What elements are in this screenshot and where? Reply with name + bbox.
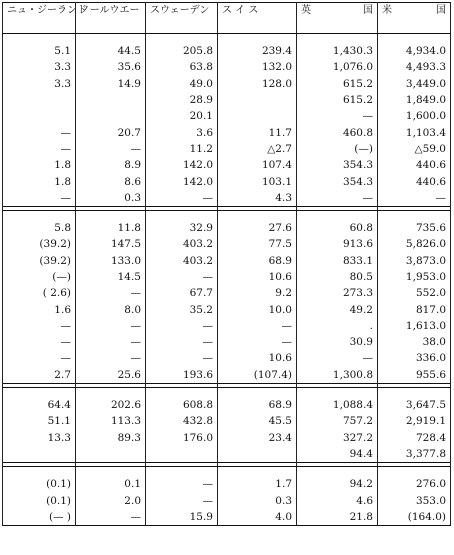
spacer-cell	[146, 467, 218, 477]
header-norway: ノールウエー	[76, 3, 146, 34]
cell-us: 5,826.0	[378, 236, 451, 252]
spacer-cell	[146, 34, 218, 44]
table-row	[3, 476, 451, 492]
cell-new-zealand: 2.7	[3, 367, 76, 384]
spacer-cell	[378, 467, 451, 477]
cell-switzerland: 10.6	[218, 269, 297, 285]
cell-new-zealand: 1.6	[3, 301, 76, 317]
spacer-cell	[3, 34, 76, 44]
cell-sweden: 205.8	[146, 43, 218, 59]
header-us	[378, 3, 451, 34]
cell-sweden: 3.6	[146, 124, 218, 140]
cell-sweden: —	[146, 269, 218, 285]
table-row	[3, 76, 451, 92]
cell-switzerland: 4.0	[218, 509, 297, 526]
cell-sweden: 15.9	[146, 509, 218, 526]
cell-new-zealand: 51.1	[3, 413, 76, 429]
cell-switzerland: 77.5	[218, 236, 297, 252]
spacer-cell	[297, 467, 378, 477]
cell-norway: 2.0	[76, 492, 146, 508]
table-row	[3, 397, 451, 413]
cell-uk: 615.2	[297, 92, 378, 108]
cell-us: 735.6	[378, 220, 451, 236]
cell-new-zealand: 64.4	[3, 397, 76, 413]
country-statistics-table	[2, 2, 451, 526]
cell-uk: 21.8	[297, 509, 378, 526]
cell-new-zealand: —	[3, 124, 76, 140]
cell-sweden	[146, 446, 218, 463]
cell-uk: 49.2	[297, 301, 378, 317]
cell-us: 353.0	[378, 492, 451, 508]
cell-uk: .	[297, 318, 378, 334]
cell-new-zealand	[3, 92, 76, 108]
cell-norway: —	[76, 509, 146, 526]
cell-norway: 35.6	[76, 59, 146, 75]
cell-switzerland: 23.4	[218, 430, 297, 446]
table-row	[3, 220, 451, 236]
cell-us: 440.6	[378, 157, 451, 173]
cell-switzerland: —	[218, 318, 297, 334]
cell-uk: 1,088.4	[297, 397, 378, 413]
section-spacer	[3, 387, 451, 397]
cell-norway: —	[76, 318, 146, 334]
cell-sweden: 403.2	[146, 253, 218, 269]
cell-us: 1,849.0	[378, 92, 451, 108]
cell-switzerland: 103.1	[218, 173, 297, 189]
cell-sweden: 403.2	[146, 236, 218, 252]
table-row	[3, 124, 451, 140]
cell-us: 1,103.4	[378, 124, 451, 140]
cell-norway: 44.5	[76, 43, 146, 59]
cell-uk: 4.6	[297, 492, 378, 508]
cell-us: 552.0	[378, 285, 451, 301]
cell-switzerland: 10.6	[218, 350, 297, 366]
cell-norway: 113.3	[76, 413, 146, 429]
cell-switzerland: 239.4	[218, 43, 297, 59]
cell-sweden: 35.2	[146, 301, 218, 317]
cell-us: 1,600.0	[378, 108, 451, 124]
spacer-cell	[378, 34, 451, 44]
header-us-left: 米	[382, 5, 392, 16]
header-uk-right: 国	[363, 5, 373, 16]
cell-new-zealand: (—)	[3, 269, 76, 285]
cell-norway: 14.9	[76, 76, 146, 92]
table-row	[3, 318, 451, 334]
spacer-cell	[378, 210, 451, 220]
table-row	[3, 285, 451, 301]
cell-uk: 833.1	[297, 253, 378, 269]
table-row	[3, 446, 451, 463]
cell-switzerland	[218, 446, 297, 463]
cell-uk: (—)	[297, 141, 378, 157]
cell-sweden: 142.0	[146, 157, 218, 173]
cell-sweden: 193.6	[146, 367, 218, 384]
cell-switzerland: 132.0	[218, 59, 297, 75]
cell-sweden: —	[146, 476, 218, 492]
spacer-cell	[146, 387, 218, 397]
section-spacer	[3, 34, 451, 44]
cell-norway: 0.3	[76, 190, 146, 207]
cell-switzerland	[218, 108, 297, 124]
cell-norway: 8.0	[76, 301, 146, 317]
cell-sweden: 432.8	[146, 413, 218, 429]
cell-new-zealand: ( 2.6)	[3, 285, 76, 301]
table-row	[3, 334, 451, 350]
cell-new-zealand: (39.2)	[3, 253, 76, 269]
cell-uk: 913.6	[297, 236, 378, 252]
cell-uk: 30.9	[297, 334, 378, 350]
cell-uk: 354.3	[297, 173, 378, 189]
cell-sweden: —	[146, 350, 218, 366]
cell-uk: 757.2	[297, 413, 378, 429]
cell-sweden: —	[146, 492, 218, 508]
spacer-cell	[76, 210, 146, 220]
header-uk	[297, 3, 378, 34]
cell-new-zealand: 5.1	[3, 43, 76, 59]
cell-us: 3,449.0	[378, 76, 451, 92]
cell-sweden: 32.9	[146, 220, 218, 236]
header-row	[3, 3, 451, 34]
cell-us: 4,493.3	[378, 59, 451, 75]
table-row	[3, 269, 451, 285]
cell-switzerland: 68.9	[218, 397, 297, 413]
cell-norway: 0.1	[76, 476, 146, 492]
cell-norway: 147.5	[76, 236, 146, 252]
cell-norway: —	[76, 285, 146, 301]
cell-new-zealand: 1.8	[3, 157, 76, 173]
table-row	[3, 350, 451, 366]
table-row	[3, 92, 451, 108]
cell-switzerland: 0.3	[218, 492, 297, 508]
cell-norway: —	[76, 141, 146, 157]
cell-switzerland: 4.3	[218, 190, 297, 207]
cell-uk: 354.3	[297, 157, 378, 173]
cell-norway	[76, 92, 146, 108]
spacer-cell	[76, 467, 146, 477]
cell-us: 3,377.8	[378, 446, 451, 463]
cell-sweden: 49.0	[146, 76, 218, 92]
cell-uk: 1,300.8	[297, 367, 378, 384]
table-row	[3, 190, 451, 207]
cell-us: △59.0	[378, 141, 451, 157]
cell-norway: 8.6	[76, 173, 146, 189]
cell-new-zealand: 13.3	[3, 430, 76, 446]
cell-uk: —	[297, 350, 378, 366]
cell-us: 1,953.0	[378, 269, 451, 285]
cell-switzerland: △2.7	[218, 141, 297, 157]
cell-switzerland: (107.4)	[218, 367, 297, 384]
cell-uk: 60.8	[297, 220, 378, 236]
cell-norway: 11.8	[76, 220, 146, 236]
table-row	[3, 173, 451, 189]
header-switzerland: ス イ ス	[218, 3, 297, 34]
cell-new-zealand	[3, 108, 76, 124]
cell-new-zealand	[3, 446, 76, 463]
table-row	[3, 367, 451, 384]
cell-uk: 80.5	[297, 269, 378, 285]
cell-switzerland	[218, 92, 297, 108]
cell-new-zealand: (0.1)	[3, 476, 76, 492]
cell-us: —	[378, 190, 451, 207]
spacer-cell	[297, 34, 378, 44]
cell-switzerland: 107.4	[218, 157, 297, 173]
spacer-cell	[146, 210, 218, 220]
table-row	[3, 509, 451, 526]
cell-uk: 94.2	[297, 476, 378, 492]
table-row	[3, 108, 451, 124]
cell-sweden: —	[146, 318, 218, 334]
cell-norway: 202.6	[76, 397, 146, 413]
cell-switzerland: 27.6	[218, 220, 297, 236]
table-body	[3, 34, 451, 526]
cell-norway	[76, 446, 146, 463]
cell-switzerland: 68.9	[218, 253, 297, 269]
table-row	[3, 59, 451, 75]
cell-switzerland: —	[218, 334, 297, 350]
cell-sweden: 176.0	[146, 430, 218, 446]
cell-new-zealand: (— )	[3, 509, 76, 526]
cell-norway	[76, 108, 146, 124]
cell-uk: 94.4	[297, 446, 378, 463]
cell-sweden: 608.8	[146, 397, 218, 413]
cell-sweden: 142.0	[146, 173, 218, 189]
cell-switzerland: 1.7	[218, 476, 297, 492]
cell-new-zealand: 3.3	[3, 76, 76, 92]
table-row	[3, 301, 451, 317]
cell-us: 336.0	[378, 350, 451, 366]
cell-new-zealand: —	[3, 190, 76, 207]
table-row	[3, 492, 451, 508]
spacer-cell	[3, 210, 76, 220]
cell-us: 2,919.1	[378, 413, 451, 429]
spacer-cell	[3, 467, 76, 477]
cell-switzerland: 10.0	[218, 301, 297, 317]
cell-switzerland: 45.5	[218, 413, 297, 429]
table-row	[3, 141, 451, 157]
cell-uk: —	[297, 108, 378, 124]
cell-us: 728.4	[378, 430, 451, 446]
cell-switzerland: 9.2	[218, 285, 297, 301]
cell-us: 4,934.0	[378, 43, 451, 59]
cell-switzerland: 128.0	[218, 76, 297, 92]
cell-new-zealand: —	[3, 141, 76, 157]
spacer-cell	[297, 387, 378, 397]
table-row	[3, 253, 451, 269]
cell-sweden: 20.1	[146, 108, 218, 124]
section-spacer	[3, 210, 451, 220]
cell-uk: 273.3	[297, 285, 378, 301]
cell-new-zealand: 1.8	[3, 173, 76, 189]
header-uk-left: 英	[301, 5, 311, 16]
cell-norway: 25.6	[76, 367, 146, 384]
cell-new-zealand: (0.1)	[3, 492, 76, 508]
cell-us: 955.6	[378, 367, 451, 384]
spacer-cell	[218, 387, 297, 397]
cell-norway: 8.9	[76, 157, 146, 173]
cell-us: 38.0	[378, 334, 451, 350]
cell-uk: 460.8	[297, 124, 378, 140]
cell-switzerland: 11.7	[218, 124, 297, 140]
cell-new-zealand: —	[3, 350, 76, 366]
cell-norway: —	[76, 350, 146, 366]
spacer-cell	[297, 210, 378, 220]
table-row	[3, 430, 451, 446]
cell-uk: 1,430.3	[297, 43, 378, 59]
spacer-cell	[3, 387, 76, 397]
cell-new-zealand: 5.8	[3, 220, 76, 236]
cell-sweden: 28.9	[146, 92, 218, 108]
cell-new-zealand: 3.3	[3, 59, 76, 75]
table-row	[3, 43, 451, 59]
table-row	[3, 236, 451, 252]
spacer-cell	[378, 387, 451, 397]
section-spacer	[3, 467, 451, 477]
cell-norway: —	[76, 334, 146, 350]
cell-us: 440.6	[378, 173, 451, 189]
spacer-cell	[76, 387, 146, 397]
cell-norway: 133.0	[76, 253, 146, 269]
spacer-cell	[218, 467, 297, 477]
cell-norway: 14.5	[76, 269, 146, 285]
cell-uk: 1,076.0	[297, 59, 378, 75]
cell-us: 1,613.0	[378, 318, 451, 334]
cell-uk: 615.2	[297, 76, 378, 92]
cell-us: 3,873.0	[378, 253, 451, 269]
cell-sweden: 63.8	[146, 59, 218, 75]
cell-uk: —	[297, 190, 378, 207]
cell-sweden: —	[146, 334, 218, 350]
cell-new-zealand: —	[3, 334, 76, 350]
table-row	[3, 413, 451, 429]
cell-sweden: 67.7	[146, 285, 218, 301]
cell-sweden: 11.2	[146, 141, 218, 157]
spacer-cell	[76, 34, 146, 44]
cell-sweden: —	[146, 190, 218, 207]
header-us-right: 国	[436, 5, 446, 16]
header-new-zealand: ニュ・ジーランド	[3, 3, 76, 34]
cell-norway: 89.3	[76, 430, 146, 446]
table-row	[3, 157, 451, 173]
cell-new-zealand: (39.2)	[3, 236, 76, 252]
cell-us: 3,647.5	[378, 397, 451, 413]
spacer-cell	[218, 34, 297, 44]
cell-new-zealand: —	[3, 318, 76, 334]
header-sweden: スウェーデン	[146, 3, 218, 34]
cell-uk: 327.2	[297, 430, 378, 446]
cell-norway: 20.7	[76, 124, 146, 140]
cell-us: 276.0	[378, 476, 451, 492]
spacer-cell	[218, 210, 297, 220]
cell-us: 817.0	[378, 301, 451, 317]
cell-us: (164.0)	[378, 509, 451, 526]
